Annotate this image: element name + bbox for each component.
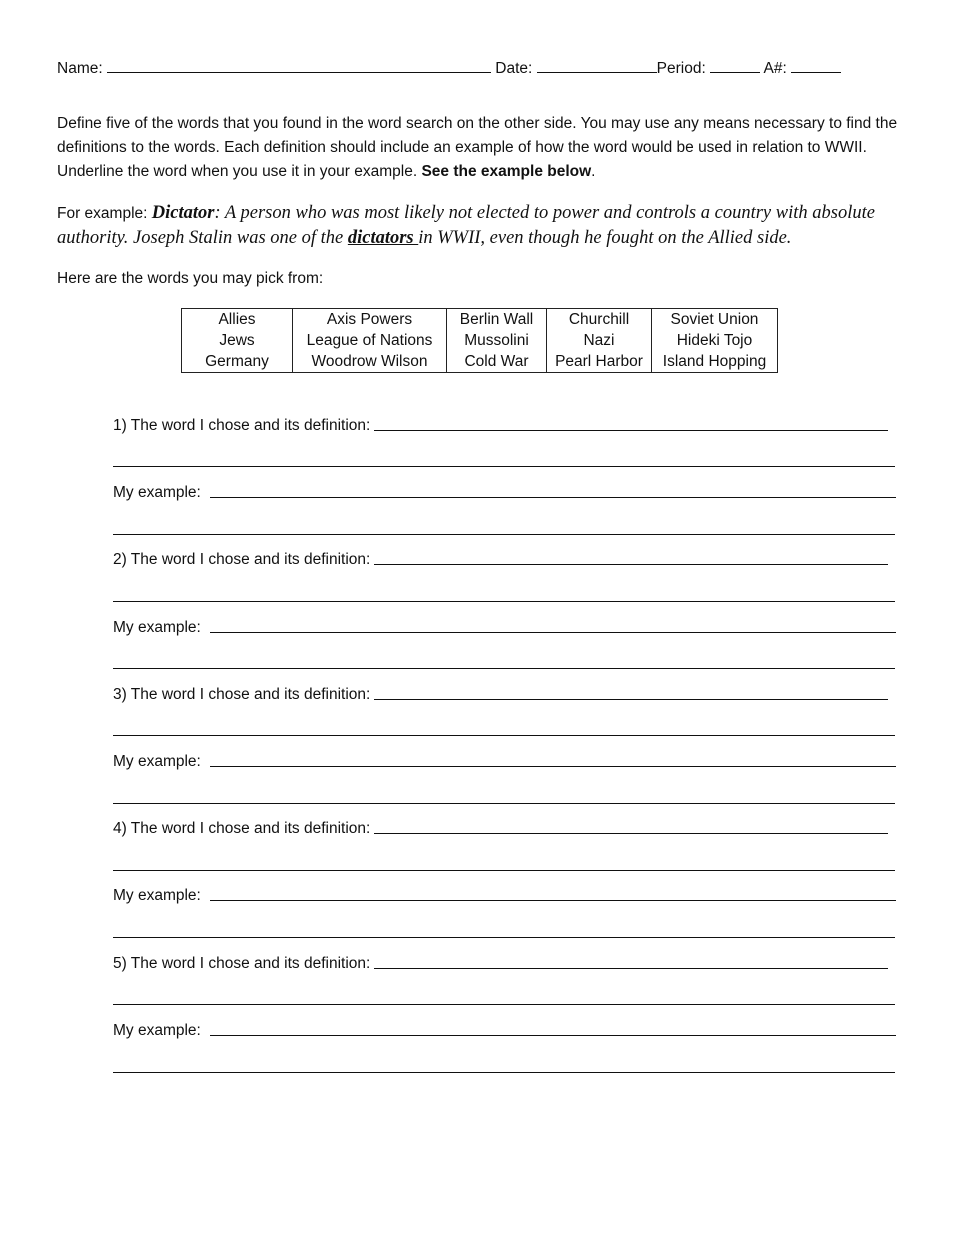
definition-row-1 [113, 417, 888, 435]
example-row-2 [113, 619, 896, 637]
table-cell: Hideki Tojo [652, 330, 778, 351]
example-row-3 [113, 753, 896, 771]
period-label: Period: [656, 60, 706, 77]
definition-row-3 [113, 686, 888, 704]
example-label: My example: [113, 1022, 201, 1039]
name-label: Name: [57, 60, 103, 77]
blank-line[interactable] [113, 1004, 895, 1005]
word-table [181, 308, 778, 373]
example-label: My example: [113, 753, 201, 770]
definition-row-2 [113, 551, 888, 569]
example-row-5 [113, 1022, 896, 1040]
example-paragraph [57, 201, 902, 251]
table-cell: Mussolini [447, 330, 547, 351]
definition-field[interactable] [374, 563, 888, 565]
name-field[interactable] [107, 58, 491, 73]
anum-field[interactable] [791, 58, 841, 73]
definition-row-5 [113, 955, 888, 973]
instructions-end: . [591, 163, 596, 180]
example-row-4 [113, 887, 896, 905]
anum-label: A#: [763, 60, 787, 77]
table-cell: Soviet Union [652, 309, 778, 331]
table-cell: Island Hopping [652, 351, 778, 373]
table-cell: Woodrow Wilson [293, 351, 447, 373]
table-cell: Jews [182, 330, 293, 351]
blank-line[interactable] [113, 870, 895, 871]
definition-field[interactable] [374, 832, 888, 834]
definition-label: 5) The word I chose and its definition: [113, 955, 371, 972]
table-cell: Cold War [447, 351, 547, 373]
table-cell: Berlin Wall [447, 309, 547, 331]
blank-line[interactable] [113, 466, 895, 467]
table-cell: Germany [182, 351, 293, 373]
example-field[interactable] [210, 496, 896, 498]
table-cell: Churchill [547, 309, 652, 331]
instructions-bold: See the example below [421, 163, 592, 180]
definition-row-4 [113, 820, 888, 838]
blank-line[interactable] [113, 803, 895, 804]
blank-line[interactable] [113, 937, 895, 938]
definition-label: 1) The word I chose and its definition: [113, 417, 371, 434]
example-definition: : A person who was most likely not elected to power and controls a country with absolute authority. Joseph Stalin was one of the [57, 203, 875, 248]
date-label: Date: [495, 60, 533, 77]
definition-label: 3) The word I chose and its definition: [113, 686, 371, 703]
example-label: My example: [113, 484, 201, 501]
table-row [182, 309, 778, 331]
table-cell: Nazi [547, 330, 652, 351]
instructions-text: Define five of the words that you found in the word search on the other side. You may use any means necessary to find the definitions to the words. Each definition should include an example of how the word would be used in relation to WWII. Underline the word when you use it in your example. [57, 115, 898, 180]
header-line [57, 58, 841, 78]
definition-label: 4) The word I chose and its definition: [113, 820, 371, 837]
blank-line[interactable] [113, 534, 895, 535]
example-term: Dictator [151, 203, 215, 223]
table-cell: Axis Powers [293, 309, 447, 331]
table-row [182, 351, 778, 373]
blank-line[interactable] [113, 601, 895, 602]
blank-line[interactable] [113, 735, 895, 736]
date-field[interactable] [537, 58, 657, 73]
table-row [182, 330, 778, 351]
example-lead: For example: [57, 205, 152, 222]
example-label: My example: [113, 887, 201, 904]
example-row-1 [113, 484, 896, 502]
definition-field[interactable] [374, 698, 888, 700]
example-field[interactable] [210, 899, 896, 901]
blank-line[interactable] [113, 668, 895, 669]
example-underlined-word: dictators [347, 228, 419, 248]
table-cell: League of Nations [293, 330, 447, 351]
example-field[interactable] [210, 1034, 896, 1036]
example-label: My example: [113, 619, 201, 636]
example-field[interactable] [210, 631, 896, 633]
definition-field[interactable] [374, 429, 888, 431]
word-list-label: Here are the words you may pick from: [57, 270, 324, 287]
table-cell: Allies [182, 309, 293, 331]
definition-label: 2) The word I chose and its definition: [113, 551, 371, 568]
definition-field[interactable] [374, 967, 888, 969]
example-rest: in WWII, even though he fought on the Allied side. [418, 228, 792, 248]
period-field[interactable] [710, 58, 760, 73]
table-cell: Pearl Harbor [547, 351, 652, 373]
instructions [57, 112, 902, 184]
blank-line[interactable] [113, 1072, 895, 1073]
example-field[interactable] [210, 765, 896, 767]
